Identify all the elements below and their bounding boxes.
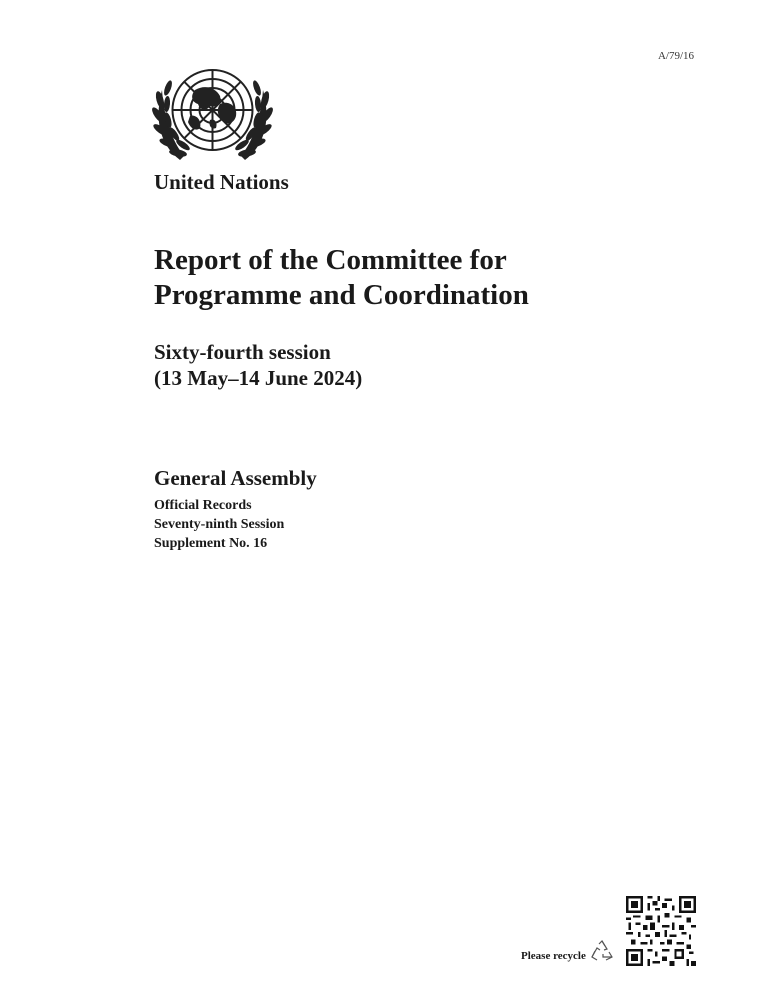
un-emblem-icon [150, 60, 275, 172]
official-records-label: Official Records [154, 498, 252, 513]
recycle-icon [591, 940, 613, 962]
session-info [154, 339, 362, 391]
session-dates: (13 May–14 June 2024) [154, 366, 363, 390]
session-number-label: Seventy-ninth Session [154, 517, 285, 532]
supplement-number-label: Supplement No. 16 [154, 536, 268, 551]
document-symbol: A/79/16 [657, 50, 694, 62]
official-records-block [154, 496, 284, 553]
report-title-line-1: Report of the Committee for [154, 244, 507, 276]
organization-name: United Nations [154, 170, 289, 194]
qr-code-icon [626, 896, 696, 966]
recycle-label: Please recycle [521, 950, 586, 962]
report-title [154, 243, 634, 313]
report-title-line-2: Programme and Coordination [154, 279, 529, 311]
general-assembly-heading: General Assembly [154, 466, 317, 490]
session-name: Sixty-fourth session [154, 340, 331, 364]
